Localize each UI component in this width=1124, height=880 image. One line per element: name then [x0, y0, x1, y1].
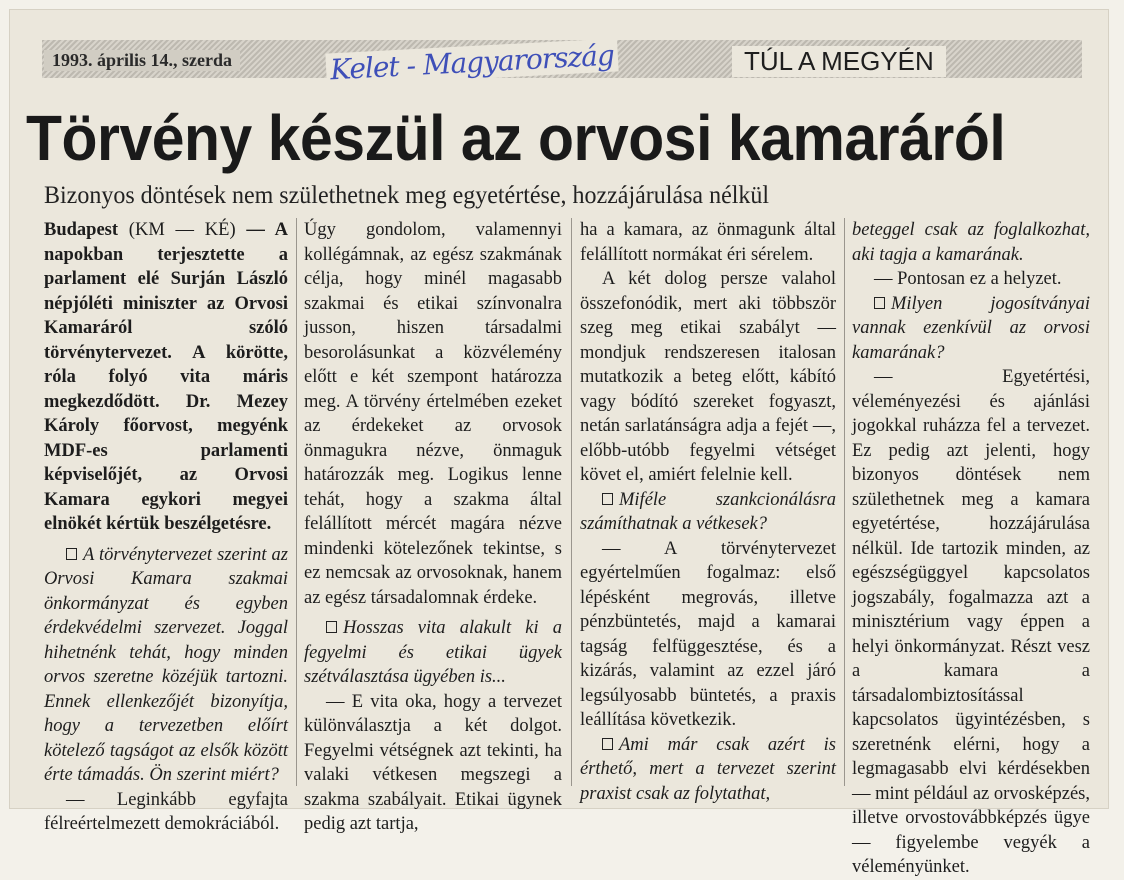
question-text: A törvénytervezet szerint az Orvosi Kamara szakmai önkormányzat és egyben érdekvédelmi szervezet. Joggal hihetnénk tehát, hogy minden orvos szeretne közéjük tartozni. Ennek ellenkezőjét bizonyítja, hogy a tervezetben előírt kötelező tagságot az elsők között érte támadás. Ön szerint miért?: [44, 544, 288, 785]
question-text: Miféle szankcionálásra számíthatnak a vétkesek?: [580, 489, 836, 534]
question-paragraph: [580, 488, 836, 537]
column-divider: [571, 218, 572, 786]
question-box-icon: [874, 297, 885, 309]
answer-paragraph: — Pontosan ez a helyzet.: [874, 269, 1062, 289]
question-box-icon: [326, 621, 337, 633]
column-2: [304, 218, 562, 837]
handwritten-source-note: Kelet - Magyarország: [325, 38, 618, 86]
answer-paragraph: A két dolog persze valahol összefonódik, mert aki többször szeg meg etikai szabályt — mondjuk rendszeresen italosan mutatkozik a beteg előtt, kábító vagy bódító szereket fogyaszt, netán sarlatánságra adja a fejét —, előbb-utóbb fegyelmi vétséget követ el, amiért felelnie kell.: [580, 269, 836, 485]
question-box-icon: [602, 493, 613, 505]
question-paragraph: beteggel csak az foglalkozhat, aki tagja a kamarának.: [852, 220, 1090, 265]
lead-place: Budapest: [44, 220, 119, 240]
question-text: Hosszas vita alakult ki a fegyelmi és etikai ügyek szétválasztása ügyében is...: [304, 618, 562, 687]
question-paragraph: [304, 616, 562, 690]
question-paragraph: [44, 543, 288, 788]
question-box-icon: [66, 548, 77, 560]
question-paragraph: [580, 733, 836, 807]
answer-paragraph: — A törvénytervezet egyértelműen fogalmaz: első lépésként megrovás, illetve pénzbüntetés, majd a kamarai tagság felfüggesztése, és a kizárás, valamint az ezzel járó legsúlyosabb büntetés, a praxis leállítása következik.: [580, 538, 836, 730]
answer-paragraph: Úgy gondolom, valamennyi kollégámnak, az egész szakmának célja, hogy minél magasabb szakmai és etikai színvonalra jusson, hiszen társadalmi besorolásunkat a közvélemény előtt e két szempont határozza meg. A törvény értelmében ezeket az érdekeket az orvosok önmagukra nézve, önmaguk határozzák meg. Logikus lenne tehát, hogy a szakma által felállított mércét magára nézve mindenki kötelezőnek tekintse, s ez nemcsak az orvosoknak, hanem az egész társadalomnak érdeke.: [304, 220, 562, 608]
question-box-icon: [602, 738, 613, 750]
answer-paragraph: ha a kamara, az önmagunk által felállított normákat éri sérelem.: [580, 220, 836, 265]
question-paragraph: [852, 292, 1090, 366]
column-4: [852, 218, 1090, 880]
lead-paragraph: [44, 218, 288, 537]
lead-source: (KM — KÉ): [118, 220, 236, 240]
column-divider: [296, 218, 297, 786]
question-text: Milyen jogosítványai vannak ezenkívül az orvosi kamarának?: [852, 293, 1090, 363]
column-1: [44, 218, 288, 837]
section-title: TÚL A MEGYÉN: [732, 46, 946, 77]
answer-paragraph: — E vita oka, hogy a tervezet különválasztja a két dolgot. Fegyelmi vétségnek azt tekinti, ha valaki vétkesen megszegi a szakma szabályait. Etikai ügynek pedig azt tartja,: [304, 691, 562, 834]
column-divider: [844, 218, 845, 786]
question-text: Ami már csak azért is érthető, mert a tervezet szerint praxist csak az folytathat,: [580, 734, 836, 804]
answer-paragraph: — Leginkább egyfajta félreértelmezett demokráciából.: [44, 789, 288, 834]
column-3: [580, 218, 836, 806]
issue-date: 1993. április 14., szerda: [44, 50, 240, 71]
answer-paragraph: — Egyetértési, véleményezési és ajánlási jogokkal ruházza fel a tervezet. Ez pedig azt jelenti, hogy bizonyos döntések nem születhetnek meg a kamara egyetértése, hozzájárulása nélkül. Ide tartozik minden, az egészségüggyel kapcsolatos jogszabály, fogalmazza azt a minisztérium vagy éppen a helyi önkormányzat. Részt vesz a kamara a társadalombiztosítással kapcsolatos ügyintézésben, s szeretnénk elérni, hogy a legmagasabb elvi kérdésekben — mint például az orvosképzés, illetve orvostovábbképzés ügye — figyelembe vegyék a véleményünket.: [852, 367, 1090, 877]
lead-text: — A napokban terjesztette a parlament elé Surján László népjóléti miniszter az Orvosi Kamaráról szóló törvénytervezet. A körötte, róla folyó vita máris megkezdődött. Dr. Mezey Károly főorvost, megyénk MDF-es parlamenti képviselőjét, az Orvosi Kamara egykori megyei elnökét kértük beszélgetésre.: [44, 220, 288, 534]
article-headline: Törvény készül az orvosi kamaráról: [26, 102, 1006, 174]
article-subheadline: Bizonyos döntések nem születhetnek meg egyetértése, hozzájárulása nélkül: [44, 182, 770, 209]
